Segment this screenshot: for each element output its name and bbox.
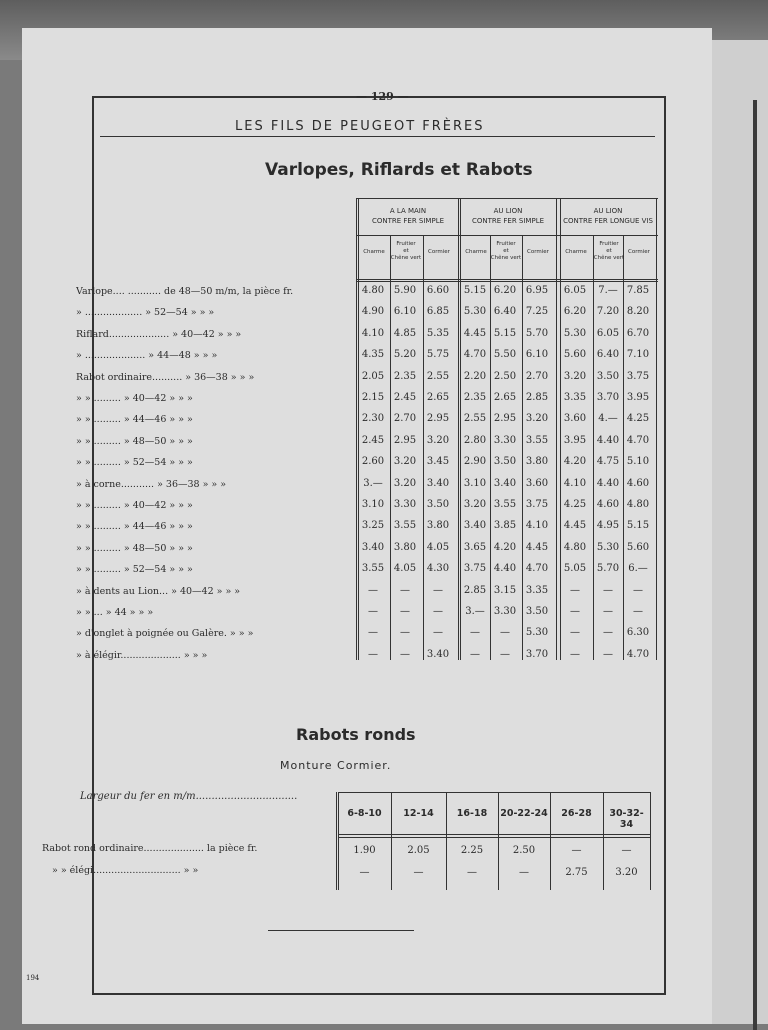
price-cell: 4.70 bbox=[525, 563, 549, 575]
price-cell: 5.20 bbox=[393, 349, 417, 361]
price-cell: 4.80 bbox=[626, 499, 650, 510]
price-cell: 2.50 bbox=[512, 845, 536, 856]
price-cell: 6.70 bbox=[626, 327, 650, 339]
price-cell: 3.70 bbox=[525, 648, 549, 660]
price-cell: 4.05 bbox=[426, 541, 450, 553]
size-header: 30-32-34 bbox=[609, 808, 644, 830]
bottom-rule bbox=[268, 930, 414, 931]
price-cell: 3.35 bbox=[525, 584, 549, 596]
price-cell: 3.40 bbox=[426, 648, 450, 660]
price-cell: 6.30 bbox=[626, 627, 650, 639]
table1-sub-rule bbox=[356, 279, 658, 280]
price-cell: 2.70 bbox=[525, 370, 549, 382]
price-cell: — bbox=[368, 627, 378, 639]
price-cell: 6.20 bbox=[563, 306, 587, 318]
row-label: Rabot ordinaire.......... » 36—38 » » » bbox=[76, 371, 255, 383]
price-cell: 3.50 bbox=[493, 456, 517, 468]
price-cell: 5.75 bbox=[426, 349, 450, 361]
price-cell: 6.60 bbox=[426, 285, 450, 296]
price-cell: 2.90 bbox=[463, 456, 487, 468]
price-cell: 3.70 bbox=[596, 392, 620, 403]
table1-column-rule bbox=[656, 198, 657, 660]
price-cell: 2.15 bbox=[361, 392, 385, 403]
table1-column-rule bbox=[556, 198, 557, 660]
price-cell: 3.20 bbox=[426, 434, 450, 446]
price-cell: 4.30 bbox=[426, 563, 450, 575]
size-header: 6-8-10 bbox=[347, 808, 382, 819]
price-cell: — bbox=[570, 584, 580, 596]
section1-title: Varlopes, Riflards et Rabots bbox=[265, 160, 533, 180]
price-cell: — bbox=[413, 867, 424, 878]
price-cell: 2.85 bbox=[463, 584, 487, 596]
table1-column-rule bbox=[356, 198, 357, 660]
price-cell: 4.10 bbox=[525, 520, 549, 532]
price-cell: 3.10 bbox=[361, 499, 385, 510]
row-label: » » ......... » 48—50 » » » bbox=[76, 542, 193, 554]
table2-column-rule bbox=[650, 792, 651, 890]
price-cell: — bbox=[621, 845, 632, 856]
sub-header: Cormier bbox=[628, 249, 650, 255]
table1-column-rule bbox=[390, 235, 391, 660]
row-label: » » ......... » 44—46 » » » bbox=[76, 521, 193, 533]
price-cell: 5.15 bbox=[626, 520, 650, 532]
price-cell: 2.45 bbox=[361, 434, 385, 446]
price-cell: 4.40 bbox=[596, 477, 620, 489]
price-cell: 2.70 bbox=[393, 413, 417, 425]
price-cell: 4.10 bbox=[563, 477, 587, 489]
price-cell: 4.20 bbox=[563, 456, 587, 468]
price-cell: 2.05 bbox=[407, 845, 430, 856]
price-cell: 3.60 bbox=[525, 477, 549, 489]
price-cell: 3.45 bbox=[426, 456, 450, 468]
price-cell: 2.85 bbox=[525, 392, 549, 403]
price-cell: 4.75 bbox=[596, 456, 620, 468]
price-cell: — bbox=[603, 627, 613, 639]
price-cell: 6.20 bbox=[493, 285, 517, 296]
price-cell: — bbox=[603, 648, 613, 660]
price-cell: 4.05 bbox=[393, 563, 417, 575]
price-cell: — bbox=[433, 584, 443, 596]
price-cell: 4.45 bbox=[525, 541, 549, 553]
table2-column-rule bbox=[336, 792, 337, 890]
price-cell: 2.30 bbox=[361, 413, 385, 425]
price-cell: 3.25 bbox=[361, 520, 385, 532]
price-cell: 3.15 bbox=[493, 584, 517, 596]
price-cell: 3.40 bbox=[493, 477, 517, 489]
sub-header: Fruitier et Chêne vert bbox=[490, 241, 522, 261]
price-cell: 2.35 bbox=[393, 370, 417, 382]
price-cell: 3.55 bbox=[393, 520, 417, 532]
price-cell: 2.20 bbox=[463, 370, 487, 382]
row-label: » .................... » 44—48 » » » bbox=[76, 350, 218, 362]
price-cell: 5.30 bbox=[563, 327, 587, 339]
price-cell: 4.25 bbox=[563, 499, 587, 510]
price-cell: 6.40 bbox=[493, 306, 517, 318]
price-cell: 2.55 bbox=[426, 370, 450, 382]
page-number: — 129 — bbox=[356, 90, 409, 103]
price-cell: 6.40 bbox=[596, 349, 620, 361]
price-cell: 3.95 bbox=[563, 434, 587, 446]
price-cell: 3.30 bbox=[493, 606, 517, 617]
row-label: Rabot rond ordinaire.................... la pièce fr. bbox=[42, 843, 258, 854]
price-cell: 6.85 bbox=[426, 306, 450, 318]
price-cell: 5.60 bbox=[626, 541, 650, 553]
table1-column-rule bbox=[593, 235, 594, 660]
price-cell: 7.— bbox=[598, 285, 618, 296]
price-cell: 3.20 bbox=[463, 499, 487, 510]
price-cell: 4.40 bbox=[596, 434, 620, 446]
price-cell: 6.05 bbox=[563, 285, 587, 296]
width-label: Largeur du fer en m/m................................ bbox=[80, 791, 298, 802]
row-label: » à élégir.................... » » » bbox=[76, 649, 208, 661]
price-cell: 5.05 bbox=[563, 563, 587, 575]
price-cell: 4.10 bbox=[361, 327, 385, 339]
table1-column-rule bbox=[490, 235, 491, 660]
price-cell: 3.40 bbox=[426, 477, 450, 489]
row-label: » » ......... » 44—46 » » » bbox=[76, 414, 193, 426]
price-cell: 3.75 bbox=[626, 370, 650, 382]
section2-subtitle: Monture Cormier. bbox=[280, 759, 392, 772]
row-label: » à corne........... » 36—38 » » » bbox=[76, 478, 227, 490]
price-cell: — bbox=[570, 606, 580, 617]
sub-header: Charme bbox=[465, 249, 487, 255]
size-header: 20-22-24 bbox=[500, 808, 548, 819]
price-cell: 3.10 bbox=[463, 477, 487, 489]
price-cell: 4.25 bbox=[626, 413, 650, 425]
group-header: AU LION CONTRE FER LONGUE VIS bbox=[563, 207, 653, 225]
price-cell: 4.70 bbox=[626, 648, 650, 660]
table1-column-rule bbox=[522, 235, 523, 660]
price-cell: 3.65 bbox=[463, 541, 487, 553]
price-cell: — bbox=[368, 648, 378, 660]
price-cell: — bbox=[570, 627, 580, 639]
price-cell: 3.30 bbox=[493, 434, 517, 446]
sub-header: Charme bbox=[565, 249, 587, 255]
sub-header: Cormier bbox=[428, 249, 450, 255]
price-cell: 7.10 bbox=[626, 349, 650, 361]
price-cell: 7.85 bbox=[626, 285, 650, 296]
price-cell: 3.20 bbox=[525, 413, 549, 425]
price-cell: 4.85 bbox=[393, 327, 417, 339]
price-cell: 3.50 bbox=[596, 370, 620, 382]
price-cell: — bbox=[467, 867, 477, 878]
size-header: 16-18 bbox=[456, 808, 488, 819]
price-cell: 2.65 bbox=[426, 392, 450, 403]
size-header: 26-28 bbox=[561, 808, 592, 819]
price-cell: — bbox=[400, 606, 410, 617]
group-header: AU LION CONTRE FER SIMPLE bbox=[471, 207, 545, 225]
price-cell: 3.40 bbox=[361, 541, 385, 553]
price-cell: 3.80 bbox=[393, 541, 417, 553]
row-label: Varlope.... ........... de 48—50 m/m, la pièce fr. bbox=[76, 286, 294, 297]
sub-header: Charme bbox=[363, 249, 385, 255]
row-label: » d'onglet à poignée ou Galère. » » » bbox=[76, 628, 254, 640]
price-cell: 2.95 bbox=[393, 434, 417, 446]
footer-number: 194 bbox=[26, 974, 40, 982]
price-cell: 2.75 bbox=[565, 867, 588, 878]
price-cell: 2.25 bbox=[460, 845, 484, 856]
price-cell: 5.30 bbox=[525, 627, 549, 639]
section2-title: Rabots ronds bbox=[296, 725, 416, 744]
price-cell: 4.70 bbox=[463, 349, 487, 361]
price-cell: — bbox=[400, 584, 410, 596]
price-cell: 5.70 bbox=[525, 327, 549, 339]
price-cell: 5.30 bbox=[596, 541, 620, 553]
price-cell: 3.— bbox=[465, 606, 485, 617]
facing-page-edge bbox=[753, 100, 757, 1030]
price-cell: 3.20 bbox=[615, 867, 638, 878]
price-cell: 7.25 bbox=[525, 306, 549, 318]
price-cell: — bbox=[603, 606, 613, 617]
price-cell: 3.30 bbox=[393, 499, 417, 510]
price-cell: — bbox=[368, 606, 378, 617]
row-label: Riflard.................... » 40—42 » » » bbox=[76, 328, 242, 340]
price-cell: 4.90 bbox=[361, 306, 385, 318]
price-cell: 5.35 bbox=[426, 327, 450, 339]
price-cell: — bbox=[570, 648, 580, 660]
price-cell: 3.20 bbox=[563, 370, 587, 382]
price-cell: 3.40 bbox=[463, 520, 487, 532]
price-cell: 6.05 bbox=[596, 327, 620, 339]
price-cell: 3.55 bbox=[361, 563, 385, 575]
price-cell: — bbox=[400, 627, 410, 639]
row-label: » » ......... » 52—54 » » » bbox=[76, 457, 193, 469]
price-cell: — bbox=[359, 867, 370, 878]
price-cell: — bbox=[633, 606, 643, 617]
price-cell: 5.60 bbox=[563, 349, 587, 361]
table1-column-rule bbox=[458, 198, 459, 660]
sub-header: Cormier bbox=[527, 249, 549, 255]
price-cell: 3.75 bbox=[525, 499, 549, 510]
price-cell: 4.45 bbox=[563, 520, 587, 532]
price-cell: 4.80 bbox=[563, 541, 587, 553]
price-cell: 5.15 bbox=[493, 327, 517, 339]
price-cell: 3.50 bbox=[426, 499, 450, 510]
price-cell: 3.75 bbox=[463, 563, 487, 575]
price-cell: — bbox=[500, 648, 510, 660]
row-label: » » ......... » 48—50 » » » bbox=[76, 435, 193, 447]
price-cell: 2.05 bbox=[361, 370, 385, 382]
price-cell: — bbox=[433, 627, 443, 639]
table1-sub-rule-2 bbox=[356, 281, 658, 282]
price-cell: 8.20 bbox=[626, 306, 650, 318]
price-cell: 4.35 bbox=[361, 349, 385, 361]
catalog-page bbox=[22, 28, 712, 1024]
price-cell: 3.80 bbox=[525, 456, 549, 468]
price-cell: 4.70 bbox=[626, 434, 650, 446]
row-label: » ................... » 52—54 » » » bbox=[76, 307, 215, 319]
facing-page bbox=[705, 40, 768, 1024]
price-cell: 2.60 bbox=[361, 456, 385, 468]
price-cell: 6.— bbox=[628, 563, 648, 575]
price-cell: 4.— bbox=[598, 413, 618, 425]
price-cell: 4.95 bbox=[596, 520, 620, 532]
price-cell: — bbox=[571, 845, 582, 856]
price-cell: 2.95 bbox=[426, 413, 450, 425]
price-cell: 3.— bbox=[363, 477, 383, 489]
price-cell: 4.60 bbox=[596, 499, 620, 510]
price-cell: 3.95 bbox=[626, 392, 650, 403]
price-cell: 6.10 bbox=[525, 349, 549, 361]
price-cell: 3.20 bbox=[393, 477, 417, 489]
price-cell: 4.60 bbox=[626, 477, 650, 489]
price-cell: — bbox=[368, 584, 378, 596]
price-cell: 5.50 bbox=[493, 349, 517, 361]
page-header: LES FILS DE PEUGEOT FRÈRES bbox=[235, 119, 485, 134]
price-cell: 3.60 bbox=[563, 413, 587, 425]
price-cell: 5.15 bbox=[463, 285, 487, 296]
price-cell: 7.20 bbox=[596, 306, 620, 318]
price-cell: 2.80 bbox=[463, 434, 487, 446]
table1-top-rule bbox=[356, 198, 658, 199]
price-cell: 4.45 bbox=[463, 327, 487, 339]
price-cell: 3.55 bbox=[493, 499, 517, 510]
price-cell: — bbox=[519, 867, 529, 878]
price-cell: 3.55 bbox=[525, 434, 549, 446]
table1-mid-rule bbox=[356, 235, 658, 236]
price-cell: 6.10 bbox=[393, 306, 417, 318]
price-cell: 4.80 bbox=[361, 285, 385, 296]
row-label: » » élégi............................. » » bbox=[52, 865, 199, 876]
price-cell: 1.90 bbox=[353, 845, 376, 856]
price-cell: 2.45 bbox=[393, 392, 417, 403]
price-cell: 3.50 bbox=[525, 606, 549, 617]
row-label: » » ......... » 40—42 » » » bbox=[76, 393, 193, 404]
price-cell: — bbox=[470, 627, 480, 639]
price-cell: 2.35 bbox=[463, 392, 487, 403]
price-cell: — bbox=[400, 648, 410, 660]
price-cell: 5.30 bbox=[463, 306, 487, 318]
price-cell: 5.70 bbox=[596, 563, 620, 575]
price-cell: 4.20 bbox=[493, 541, 517, 553]
price-cell: 2.95 bbox=[493, 413, 517, 425]
row-label: » » ......... » 52—54 » » » bbox=[76, 564, 193, 576]
price-cell: — bbox=[433, 606, 443, 617]
group-header: A LA MAIN CONTRE FER SIMPLE bbox=[371, 207, 445, 225]
price-cell: — bbox=[470, 648, 480, 660]
row-label: » » ......... » 40—42 » » » bbox=[76, 500, 193, 511]
price-cell: — bbox=[500, 627, 510, 639]
table1-column-rule bbox=[623, 235, 624, 660]
price-cell: 5.10 bbox=[626, 456, 650, 468]
price-cell: — bbox=[633, 584, 643, 596]
size-header: 12-14 bbox=[403, 808, 434, 819]
price-cell: 6.95 bbox=[525, 285, 549, 296]
price-cell: 3.80 bbox=[426, 520, 450, 532]
price-cell: 5.90 bbox=[393, 285, 417, 296]
price-cell: 2.55 bbox=[463, 413, 487, 425]
table1-column-rule bbox=[423, 235, 424, 660]
sub-header: Fruitier et Chêne vert bbox=[593, 241, 625, 261]
sub-header: Fruitier et Chêne vert bbox=[390, 241, 422, 261]
price-cell: 2.65 bbox=[493, 392, 517, 403]
price-cell: 2.50 bbox=[493, 370, 517, 382]
price-cell: 3.20 bbox=[393, 456, 417, 468]
row-label: » à dents au Lion... » 40—42 » » » bbox=[76, 585, 241, 597]
price-cell: 3.35 bbox=[563, 392, 587, 403]
price-cell: — bbox=[603, 584, 613, 596]
price-cell: 3.85 bbox=[493, 520, 517, 532]
header-rule bbox=[100, 136, 655, 137]
row-label: » » ... » 44 » » » bbox=[76, 607, 154, 618]
price-cell: 4.40 bbox=[493, 563, 517, 575]
